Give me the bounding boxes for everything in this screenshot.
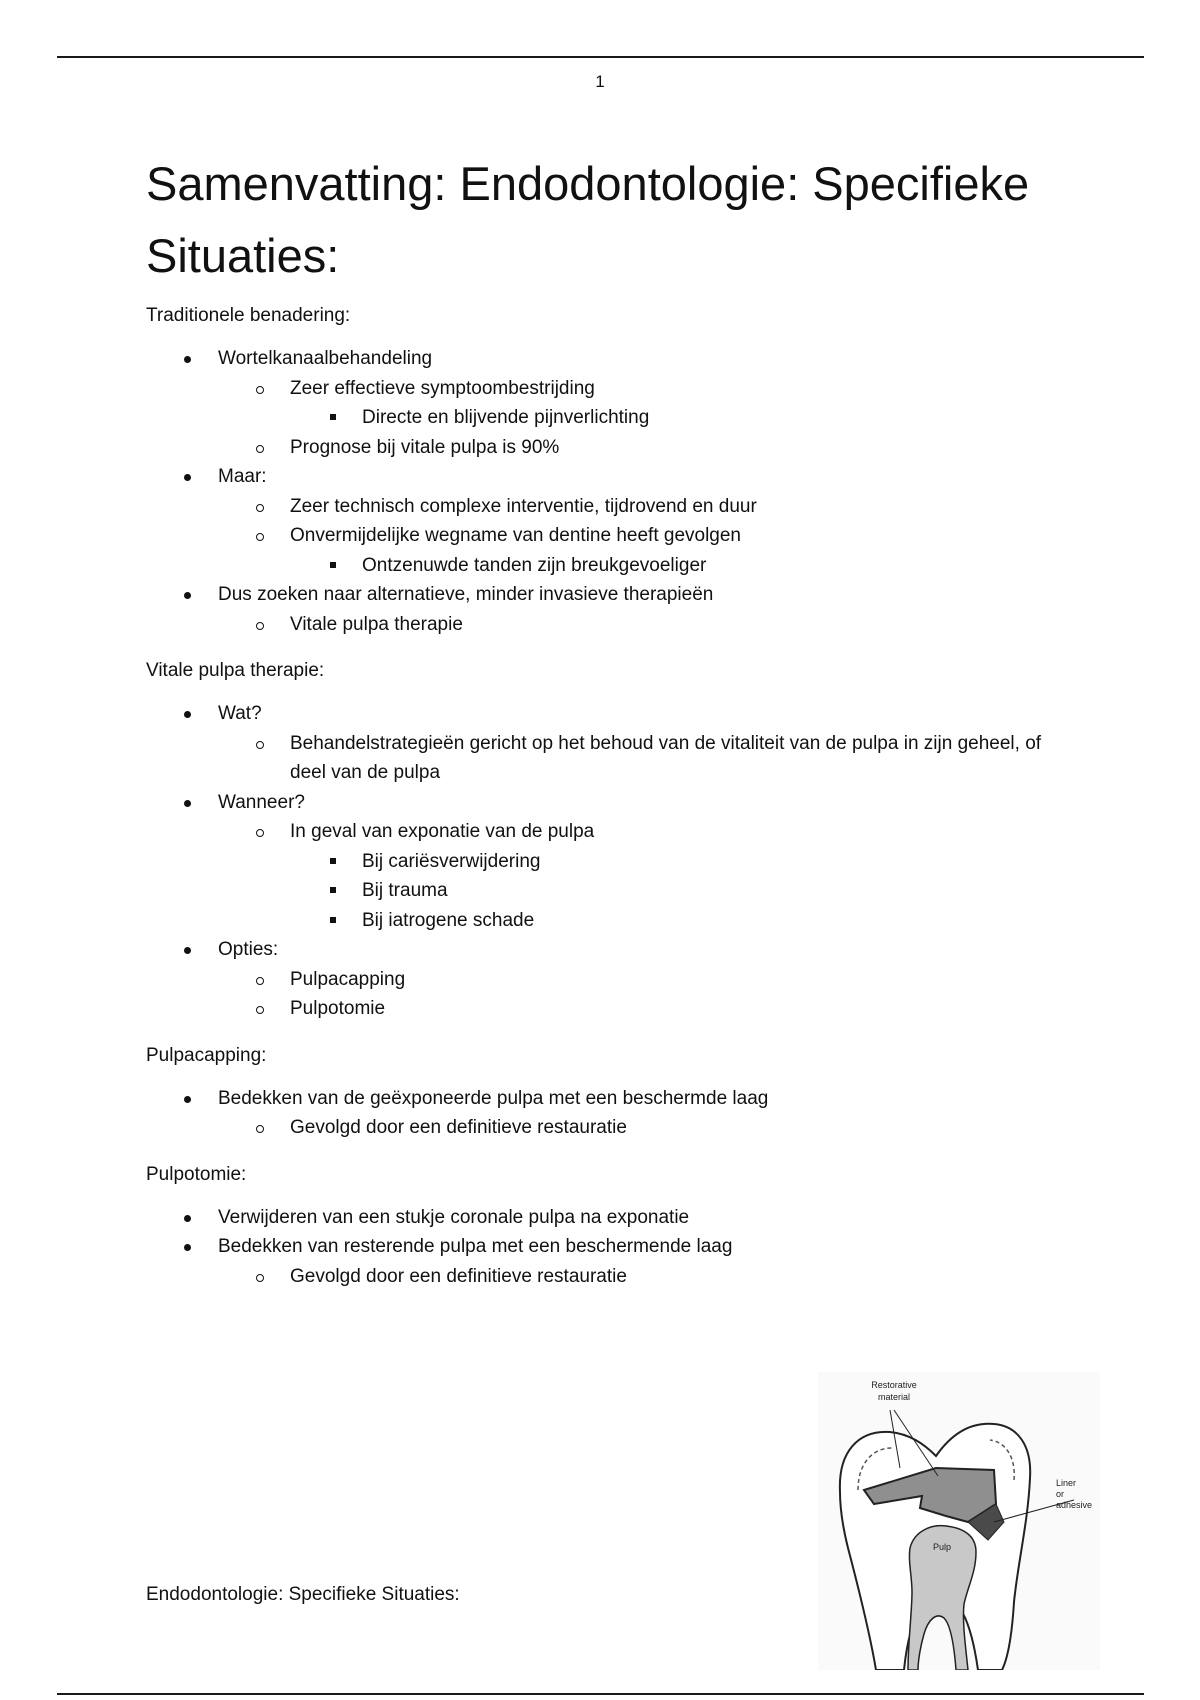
bullet-disc-icon — [184, 800, 191, 807]
bullet-circle-icon — [256, 1006, 264, 1014]
list-item: Wortelkanaalbehandeling Zeer effectieve symptoombestrijding Directe en blijvende pijnverlichting Prognose bij vitale pulpa is 90% — [146, 344, 1126, 462]
label-liner: Liner — [1056, 1478, 1077, 1488]
list-item: Maar: Zeer technisch complexe interventie, tijdrovend en duur Onvermijdelijke wegname van dentine heeft gevolgen Ontzenuwde tanden zijn breukgevoeliger — [146, 462, 1126, 580]
header-rule — [57, 56, 1144, 58]
list-item: Bij cariësverwijdering — [290, 847, 1126, 877]
bullet-square-icon — [330, 858, 336, 864]
bullet-circle-icon — [256, 741, 264, 749]
list-item: Bedekken van de geëxponeerde pulpa met een beschermde laag Gevolgd door een definitieve restauratie — [146, 1084, 1126, 1143]
list-item: Dus zoeken naar alternatieve, minder invasieve therapieën Vitale pulpa therapie — [146, 580, 1126, 639]
bullet-circle-icon — [256, 533, 264, 541]
bullet-circle-icon — [256, 1274, 264, 1282]
bullet-square-icon — [330, 562, 336, 568]
list-item: Pulpotomie — [218, 994, 1126, 1024]
footer-rule — [57, 1693, 1144, 1695]
label-material: material — [877, 1392, 911, 1402]
list-item: Wat? Behandelstrategieën gericht op het behoud van de vitaliteit van de pulpa in zijn geheel, of deel van de pulpa — [146, 699, 1126, 788]
bullet-circle-icon — [256, 504, 264, 512]
list-item: Prognose bij vitale pulpa is 90% — [218, 433, 1126, 463]
list-vitale — [146, 699, 1126, 1024]
bullet-square-icon — [330, 414, 336, 420]
list-item: Directe en blijvende pijnverlichting — [290, 403, 1126, 433]
page-footer: Endodontologie: Specifieke Situaties: — [146, 1584, 460, 1605]
bullet-circle-icon — [256, 829, 264, 837]
list-item: Gevolgd door een definitieve restauratie — [218, 1113, 1126, 1143]
bullet-disc-icon — [184, 356, 191, 363]
bullet-square-icon — [330, 917, 336, 923]
list-item: Bij trauma — [290, 876, 1126, 906]
bullet-disc-icon — [184, 1215, 191, 1222]
list-item: Bedekken van resterende pulpa met een beschermende laag Gevolgd door een definitieve restauratie — [146, 1232, 1126, 1291]
page-title: Samenvatting: Endodontologie: Specifieke Situaties: — [146, 157, 1030, 282]
list-item: Zeer technisch complexe interventie, tijdrovend en duur — [218, 492, 1126, 522]
section-heading-traditioneel: Traditionele benadering: — [146, 305, 351, 326]
bullet-circle-icon — [256, 977, 264, 985]
list-item: Gevolgd door een definitieve restauratie — [218, 1262, 1126, 1292]
bullet-disc-icon — [184, 947, 191, 954]
list-pulpotomie — [146, 1203, 1126, 1292]
section-heading-pulpotomie: Pulpotomie: — [146, 1163, 247, 1185]
label-pulp: Pulp — [932, 1542, 952, 1552]
page-number: 1 — [595, 72, 605, 91]
bullet-disc-icon — [184, 711, 191, 718]
label-adhesive: adhesive — [1056, 1500, 1093, 1510]
list-item: Pulpacapping — [218, 965, 1126, 995]
tooth-diagram — [818, 1372, 1100, 1670]
section-heading-pulpacapping: Pulpacapping: — [146, 1044, 267, 1066]
list-item: Opties: Pulpacapping Pulpotomie — [146, 935, 1126, 1024]
bullet-circle-icon — [256, 622, 264, 630]
label-or: or — [1056, 1489, 1065, 1499]
bullet-disc-icon — [184, 474, 191, 481]
list-item: Behandelstrategieën gericht op het behoud van de vitaliteit van de pulpa in zijn geheel, of deel van de pulpa — [218, 729, 1050, 788]
bullet-disc-icon — [184, 1096, 191, 1103]
bullet-circle-icon — [256, 1125, 264, 1133]
bullet-disc-icon — [184, 592, 191, 599]
list-item: Vitale pulpa therapie — [218, 610, 1126, 640]
bullet-circle-icon — [256, 445, 264, 453]
document-body — [146, 148, 1126, 1309]
bullet-circle-icon — [256, 386, 264, 394]
list-item: Verwijderen van een stukje coronale pulpa na exponatie — [146, 1203, 1126, 1233]
bullet-disc-icon — [184, 1244, 191, 1251]
list-item: Onvermijdelijke wegname van dentine heeft gevolgen Ontzenuwde tanden zijn breukgevoeliger — [218, 521, 1126, 580]
list-item: Zeer effectieve symptoombestrijding Directe en blijvende pijnverlichting — [218, 374, 1126, 433]
list-item: In geval van exponatie van de pulpa Bij cariësverwijdering Bij trauma Bij iatrogene schade — [218, 817, 1126, 935]
list-item: Bij iatrogene schade — [290, 906, 1126, 936]
list-item: Wanneer? In geval van exponatie van de pulpa Bij cariësverwijdering Bij trauma Bij iatrogene schade — [146, 788, 1126, 936]
list-traditioneel — [146, 344, 1126, 639]
list-item: Ontzenuwde tanden zijn breukgevoeliger — [290, 551, 1126, 581]
list-pulpacapping — [146, 1084, 1126, 1143]
bullet-square-icon — [330, 887, 336, 893]
label-restorative: Restorative — [871, 1380, 917, 1390]
section-heading-vitale: Vitale pulpa therapie: — [146, 660, 325, 681]
